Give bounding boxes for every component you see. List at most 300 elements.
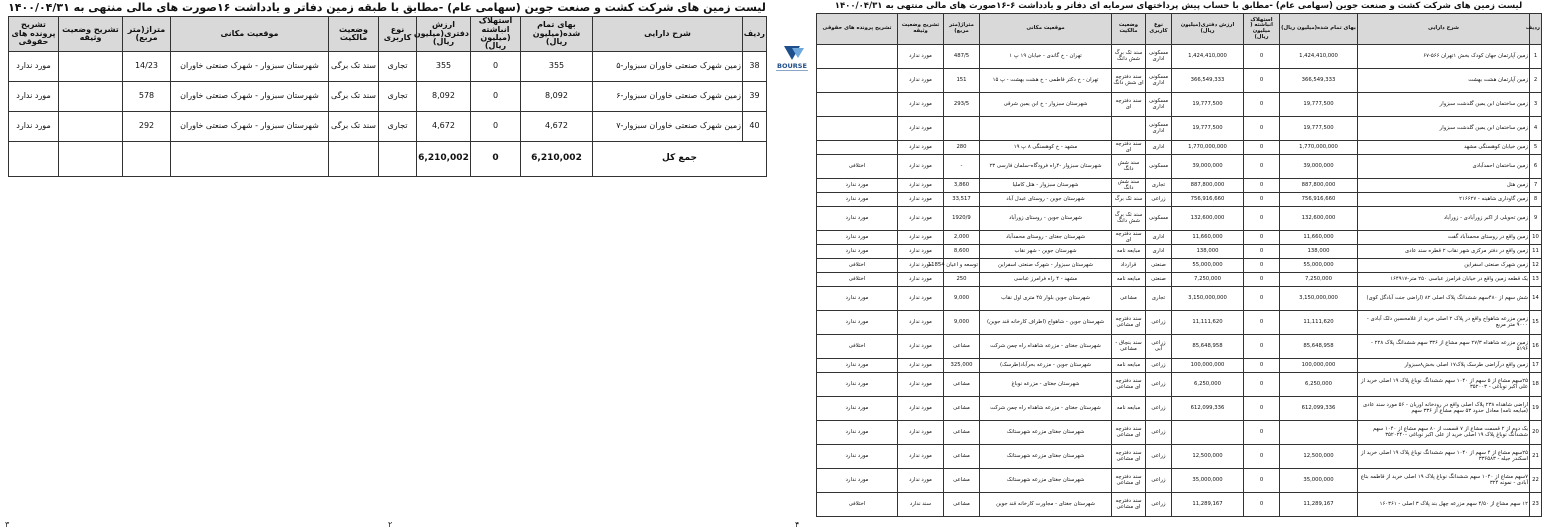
sheet-title: لیست زمین های شرکت کشت و صنعت جوین (سهامی عام) -مطابق با حساب پیش پرداختهای سرمایه ای دفاتر و یادداشت ۶-۱۶صورت های مالی منتهی به ۱۴۰۰/۰۴/۳۱ [834,1,1523,11]
location: مشهد - خ کوهسنگی ۸ پ ۱۹ [980,141,1112,155]
accumulated-depreciation: 0 [1244,259,1280,273]
area: 487/5 [944,45,980,69]
usage-type: زراعی [1146,445,1172,469]
location: شهرستان جوین - شاهواج (اطراف کارخانه قند جوین) [980,311,1112,335]
usage-type: اداری [1146,245,1172,259]
ownership-status: سند دفترچه ای مشاعی [1112,421,1146,445]
cost [1280,421,1358,445]
asset-description: زمین آپارتمان هشت بهشت [1358,69,1530,93]
row-number: 1 [1530,45,1542,69]
column-header: ردیف [1530,14,1542,45]
table-row [817,421,1542,445]
area: 1920/9 [944,207,980,231]
usage-type: زراعی [1146,421,1172,445]
ownership-status: مبایعه نامه [1112,359,1146,373]
land-table [816,13,1542,517]
asset-description: ۲۵سهم مشاع از ۵ سهم از ۱۰۴۰ سهم ششدانگ نوباغ پلاک ۱۹ اصلی خرید از علی اکبر نوباغی - ۳۵۲۰۰۳ [1358,373,1530,397]
location: شهرستان جغتای - مزرعه شاهداه راه چمن شرکت [980,397,1112,421]
book-value: 39,000,000 [1172,155,1244,179]
collateral-status: مورد ندارد [898,141,944,155]
column-header: بهای تمام شده(میلیون ریال) [521,17,593,52]
legal-cases: اختلافی [817,273,898,287]
table-row [817,69,1542,93]
cost: 756,916,660 [1280,193,1358,207]
row-number: 4 [1530,117,1542,141]
accumulated-depreciation: 0 [1244,469,1280,493]
ownership-status [1112,117,1146,141]
area: مشاعی [944,397,980,421]
total-label: جمع کل [593,142,767,177]
cost: 1,424,410,000 [1280,45,1358,69]
cost: 4,672 [521,112,593,142]
table-row [817,311,1542,335]
area: مشاعی [944,493,980,517]
row-number: 6 [1530,155,1542,179]
location: شهرستان جغتای - روستای محمدآباد [980,231,1112,245]
asset-description: زمین واقع در دفتر مرکزی شهر نقاب ۲ قطره سند عادی [1358,245,1530,259]
location: شهرستان جغتای - مزرعه شاهداه راه چمن شرکت [980,335,1112,359]
table-row [817,141,1542,155]
legal-cases: اختلافی [817,259,898,273]
area: 8,600 [944,245,980,259]
area [944,117,980,141]
ownership-status: سند تک برگ شش دانگ [1112,207,1146,231]
cost: 19,777,500 [1280,117,1358,141]
area: 3,860 [944,179,980,193]
location [980,117,1112,141]
cost: 55,000,000 [1280,259,1358,273]
asset-description: زمین گاوداری شاهینه - ۲۱۶۶۲۷ [1358,193,1530,207]
book-value: 887,800,000 [1172,179,1244,193]
ownership-status: سند شش دانگ [1112,155,1146,179]
table-row [817,45,1542,69]
collateral-status: مورد ندارد [898,469,944,493]
area: 578 [123,82,171,112]
page-number: ۴ [795,520,800,529]
land-list-prepayments-sheet [816,0,1541,517]
location: شهرستان جوین - روستای زورآباد [980,207,1112,231]
collateral-status: مورد ندارد [898,421,944,445]
row-number: 8 [1530,193,1542,207]
cost: 12,500,000 [1280,445,1358,469]
asset-description: ۲۵سهم مشاع از ۴ سهم از ۱۰۴۰ سهم ششدانگ نوباغ پلاک ۱۹ اصلی خرید از اسکندر جیله - ۳۳۶۵۸۳ [1358,445,1530,469]
area: 2,000 [944,231,980,245]
location: شهرستان جغتای - مزرعه نوباغ [980,373,1112,397]
land-list-ledger-sheet [8,0,766,177]
ownership-status: سند بنچاق - مشاعی [1112,335,1146,359]
column-header: تشریح وضعیت وثیقه [898,14,944,45]
collateral-status: مورد ندارد [898,207,944,231]
accumulated-depreciation: 0 [1244,273,1280,287]
ownership-status: قرارداد [1112,259,1146,273]
bourse-logo [770,44,814,72]
legal-cases: مورد ندارد [9,112,59,142]
accumulated-depreciation: 0 [1244,287,1280,311]
legal-cases [817,69,898,93]
location: شهرستان سبزوار -۴راه فرودگاه-سلمان فارسی ۲۳ [980,155,1112,179]
area: توسعه و اعیان 11854 [944,259,980,273]
accumulated-depreciation: 0 [1244,141,1280,155]
page-number: ۳ [5,520,10,529]
location: شهرستان جوین - شهر نقاب [980,245,1112,259]
usage-type: زراعی [1146,359,1172,373]
location: شهرستان سبزوار - شهرک صنعتی خاوران [171,112,329,142]
book-value: 55,000,000 [1172,259,1244,273]
asset-description: ۷سهم مشاع از ۱۰۴۰ سهم ششدانگ نوباغ پلاک ۱۹ اصلی خرید از قاطمه بتاع آبادی - نمونه ۳۲۴ [1358,469,1530,493]
book-value: 612,099,336 [1172,397,1244,421]
total-cost: 6,210,002 [521,142,593,177]
column-header: موقعیت مکانی [171,17,329,52]
legal-cases [817,117,898,141]
column-header: متراژ(متر مربع) [944,14,980,45]
cost: 35,000,000 [1280,469,1358,493]
book-value: 138,000 [1172,245,1244,259]
ownership-status: سند تک برگی [329,112,379,142]
collateral-status: مورد ندارد [898,445,944,469]
accumulated-depreciation: 0 [471,112,521,142]
accumulated-depreciation: 0 [1244,373,1280,397]
row-number: 17 [1530,359,1542,373]
location: شهرستان سبزوار - شهرک صنعتی اسفراین [980,259,1112,273]
area: - [944,155,980,179]
table-row [817,117,1542,141]
row-number: 22 [1530,469,1542,493]
area: 292 [123,112,171,142]
legal-cases: مورد ندارد [817,445,898,469]
ownership-status: سند دفترچه ای مشاعی [1112,373,1146,397]
book-value: 100,000,000 [1172,359,1244,373]
collateral-status: مورد ندارد [898,45,944,69]
usage-type: صنعتی [1146,259,1172,273]
cost: 100,000,000 [1280,359,1358,373]
area: مشاعی [944,445,980,469]
area: مشاعی [944,335,980,359]
asset-description: شش سهم از ۴۸۰سهم ششدانگ پلاک اصلی ۸۲ (اراضی جنت آبادگل کوی) [1358,287,1530,311]
area: 325,000 [944,359,980,373]
book-value [1172,421,1244,445]
table-row [9,112,767,142]
legal-cases: مورد ندارد [817,397,898,421]
collateral-status: مورد ندارد [898,179,944,193]
usage-type: زراعی [1146,469,1172,493]
accumulated-depreciation: 0 [1244,179,1280,193]
asset-description: زمین ساختمان احمدآبادی [1358,155,1530,179]
ownership-status: سند دفترچه ای مشاعی [1112,469,1146,493]
legal-cases: مورد ندارد [9,52,59,82]
table-row [817,193,1542,207]
cost: 1,770,000,000 [1280,141,1358,155]
ownership-status: سند دفترچه ای مشاعی [1112,445,1146,469]
location: مشهد - ۴ راه فرامرز عباسی [980,273,1112,287]
book-value: 19,777,500 [1172,117,1244,141]
accumulated-depreciation: 0 [471,52,521,82]
table-row [817,259,1542,273]
table-row [817,493,1542,517]
accumulated-depreciation: 0 [1244,69,1280,93]
column-header: وضعیت مالکیت [1112,14,1146,45]
column-header: نوع کاربری [379,17,417,52]
row-number: 40 [743,112,767,142]
collateral-status: مورد ندارد [898,193,944,207]
legal-cases: اختلافی [817,155,898,179]
ownership-status: سند شش دانگ [1112,179,1146,193]
asset-description: یک دوم از ۲ قسمت مشاع از ۷ قسمت از ۸۰ سهم مشاع از ۱۰۴۰ سهم ششدانگ نوباغ پلاک ۱۹ اصلی خرید از علی اکبر نوباغی -۳۵۲۰۲۴۰ [1358,421,1530,445]
usage-type: اداری [1146,231,1172,245]
row-number: 15 [1530,311,1542,335]
table-header-row [9,17,767,52]
total-depreciation: 0 [471,142,521,177]
usage-type: مسکونی اداری [1146,69,1172,93]
cost: 11,660,000 [1280,231,1358,245]
row-number: 13 [1530,273,1542,287]
page-number: ۲ [388,520,393,529]
usage-type: صنعتی [1146,273,1172,287]
usage-type: تجاری [379,112,417,142]
usage-type: زراعی [1146,493,1172,517]
table-row [817,273,1542,287]
legal-cases: مورد ندارد [817,421,898,445]
location: شهرستان جغتای مزرعه شهرستانک [980,421,1112,445]
empty-cell [171,142,329,177]
collateral-status: مورد ندارد [898,311,944,335]
accumulated-depreciation: 0 [1244,207,1280,231]
book-value: 1,770,000,000 [1172,141,1244,155]
row-number: 21 [1530,445,1542,469]
ownership-status: مشاعی [1112,287,1146,311]
row-number: 20 [1530,421,1542,445]
legal-cases: مورد ندارد [817,193,898,207]
location: شهرستان سبزوار - خ ابن یمین شرقی [980,93,1112,117]
legal-cases: مورد ندارد [817,287,898,311]
collateral-status: مورد ندارد [898,69,944,93]
table-header-row [817,14,1542,45]
collateral-status: مورد ندارد [898,397,944,421]
table-row [817,373,1542,397]
asset-description: زمین شهرک صنعتی خاوران سبزوار-۷ [593,112,743,142]
book-value: 756,916,660 [1172,193,1244,207]
ownership-status: مبایعه نامه [1112,397,1146,421]
ownership-status: سند تک برگی [329,82,379,112]
legal-cases: مورد ندارد [817,207,898,231]
usage-type: تجاری [1146,287,1172,311]
table-row [9,82,767,112]
table-row [817,231,1542,245]
row-number: 9 [1530,207,1542,231]
usage-type: زراعی [1146,397,1172,421]
location: تهران - خ دکتر فاطمی - خ هشت بهشت - پ ۱۵ [980,69,1112,93]
collateral-status: مورد ندارد [898,273,944,287]
column-header: بهای تمام شده(میلیون ریال) [1280,14,1358,45]
cost: 11,111,620 [1280,311,1358,335]
book-value: 85,648,958 [1172,335,1244,359]
cost: 138,000 [1280,245,1358,259]
book-value: 1,424,410,000 [1172,45,1244,69]
legal-cases: مورد ندارد [817,231,898,245]
asset-description: زمین شهرک صنعتی خاوران سبزوار-۶ [593,82,743,112]
ownership-status: سند دفترچه ای [1112,93,1146,117]
book-value: 6,250,000 [1172,373,1244,397]
row-number: 3 [1530,93,1542,117]
ownership-status: سند دفترچه ای [1112,231,1146,245]
legal-cases: مورد ندارد [817,245,898,259]
collateral-status [59,112,123,142]
table-row [817,93,1542,117]
book-value: 8,092 [417,82,471,112]
column-header: موقعیت مکانی [980,14,1112,45]
asset-description: زمین ساختمان ابن یمین گلدشت سبزوار [1358,93,1530,117]
row-number: 16 [1530,335,1542,359]
accumulated-depreciation: 0 [1244,493,1280,517]
area: 9,000 [944,311,980,335]
legal-cases: مورد ندارد [817,469,898,493]
column-header: استهلاک انباشته ( میلیون ریال) [1244,14,1280,45]
usage-type: تجاری [379,82,417,112]
ownership-status: سند دفترچه ای [1112,141,1146,155]
usage-type: مسکونی اداری [1146,93,1172,117]
legal-cases [817,45,898,69]
legal-cases: مورد ندارد [817,311,898,335]
accumulated-depreciation: 0 [1244,155,1280,179]
collateral-status: مورد ندارد [898,93,944,117]
location: شهرستان جوین - مزرعه بحرآباد(طرسک) [980,359,1112,373]
asset-description: زمین واقع در روستای محمدآباد گفت [1358,231,1530,245]
area: 293/5 [944,93,980,117]
ownership-status: سند تک برگ شش دانگ [1112,45,1146,69]
column-header: ردیف [743,17,767,52]
area: مشاعی [944,373,980,397]
book-value: 11,111,620 [1172,311,1244,335]
accumulated-depreciation: 0 [1244,193,1280,207]
area: مشاعی [944,421,980,445]
total-row [9,142,767,177]
row-number: 19 [1530,397,1542,421]
area: 33,517 [944,193,980,207]
asset-description: اراضی شاهداه ۲۳۸ پلاک اصلی واقع در رودخانه اوریان - ۵۶ مورد سند عادی (مبایعه نامه) معادل حدود ۵۳ سهم مشاع از ۳۳۶ سهم [1358,397,1530,421]
book-value: 4,672 [417,112,471,142]
location: شهرستان سبزوار - هتل کاملیا [980,179,1112,193]
accumulated-depreciation: 0 [1244,45,1280,69]
book-value: 12,500,000 [1172,445,1244,469]
area: 14/23 [123,52,171,82]
column-header: شرح دارایی [593,17,743,52]
column-header: نوع کاربری [1146,14,1172,45]
asset-description: زمین ساختمان ابن یمین گلدشت سبزوار [1358,117,1530,141]
column-header: تشریح پرونده های حقوقی [9,17,59,52]
legal-cases: مورد ندارد [9,82,59,112]
table-row [817,335,1542,359]
row-number: 10 [1530,231,1542,245]
area: مشاعی [944,469,980,493]
ownership-status: مبایعه نامه [1112,245,1146,259]
legal-cases: اختلافی [817,493,898,517]
usage-type: تجاری [379,52,417,82]
collateral-status: مورد ندارد [898,335,944,359]
usage-type: مسکونی [1146,207,1172,231]
empty-cell [123,142,171,177]
collateral-status: مورد ندارد [898,359,944,373]
accumulated-depreciation: 0 [1244,311,1280,335]
accumulated-depreciation: 0 [1244,397,1280,421]
collateral-status: مورد ندارد [898,155,944,179]
row-number: 18 [1530,373,1542,397]
ownership-status: سند تک برگی [329,52,379,82]
asset-description: زمین هتل [1358,179,1530,193]
accumulated-depreciation: 0 [471,82,521,112]
legal-cases: مورد ندارد [817,373,898,397]
area: 280 [944,141,980,155]
table-row [817,445,1542,469]
cost: 19,777,500 [1280,93,1358,117]
row-number: 5 [1530,141,1542,155]
accumulated-depreciation: 0 [1244,445,1280,469]
accumulated-depreciation: 0 [1244,93,1280,117]
collateral-status: سند ندارد [898,493,944,517]
accumulated-depreciation: 0 [1244,359,1280,373]
cost: 8,092 [521,82,593,112]
book-value: 7,250,000 [1172,273,1244,287]
asset-description: زمین شهرک صنعتی اسفراین [1358,259,1530,273]
usage-type: زراعی [1146,373,1172,397]
column-header: شرح دارایی [1358,14,1530,45]
column-header: استهلاک انباشته (میلیون ریال) [471,17,521,52]
accumulated-depreciation: 0 [1244,335,1280,359]
row-number: 11 [1530,245,1542,259]
cost: 887,800,000 [1280,179,1358,193]
accumulated-depreciation: 0 [1244,245,1280,259]
location: شهرستان جغتای - مجاورت کارخانه قند جوین [980,493,1112,517]
cost: 7,250,000 [1280,273,1358,287]
ownership-status: سند دفترچه ای شش دانگ [1112,69,1146,93]
book-value: 35,000,000 [1172,469,1244,493]
asset-description: یک قطعه زمین واقع در خیابان فرامرز عباسی ۲۵۰ متر-۱۶۴۹۱۷ [1358,273,1530,287]
cost: 3,150,000,000 [1280,287,1358,311]
column-header: متراژ(متر مربع) [123,17,171,52]
table-row [817,179,1542,193]
table-row [817,245,1542,259]
ownership-status: سند دفترچه ای مشاعی [1112,493,1146,517]
row-number: 38 [743,52,767,82]
collateral-status: مورد ندارد [898,117,944,141]
asset-description: زمین شهرک صنعتی خاوران سبزوار-۵ [593,52,743,82]
asset-description: ۱۲ سهم مشاع از ۴/۵۰ سهم مزرعه چهل بند پلاک ۳ اصلی - ۱۶۰۳۶۱ [1358,493,1530,517]
cost: 85,648,958 [1280,335,1358,359]
cost: 612,099,336 [1280,397,1358,421]
row-number: 23 [1530,493,1542,517]
asset-description: زمین واقع درآراضی طرسک پلاک۱۷ اصلی بخش۸سبزوار [1358,359,1530,373]
row-number: 39 [743,82,767,112]
empty-cell [379,142,417,177]
collateral-status: مورد ندارد [898,231,944,245]
accumulated-depreciation: 0 [1244,231,1280,245]
usage-type: اداری [1146,141,1172,155]
location: شهرستان جوین - روستای عبدل آباد [980,193,1112,207]
row-number: 2 [1530,69,1542,93]
location: شهرستان جوین بلوار ۴۵ متری اول نقاب [980,287,1112,311]
book-value: 19,777,500 [1172,93,1244,117]
book-value: 11,289,167 [1172,493,1244,517]
usage-type: مسکونی اداری [1146,117,1172,141]
usage-type: زراعی [1146,311,1172,335]
cost: 11,289,167 [1280,493,1358,517]
table-row [817,469,1542,493]
legal-cases [817,93,898,117]
cost: 132,600,000 [1280,207,1358,231]
land-table [8,16,767,177]
usage-type: زراعی [1146,193,1172,207]
table-row [817,287,1542,311]
book-value: 11,660,000 [1172,231,1244,245]
table-row [817,207,1542,231]
